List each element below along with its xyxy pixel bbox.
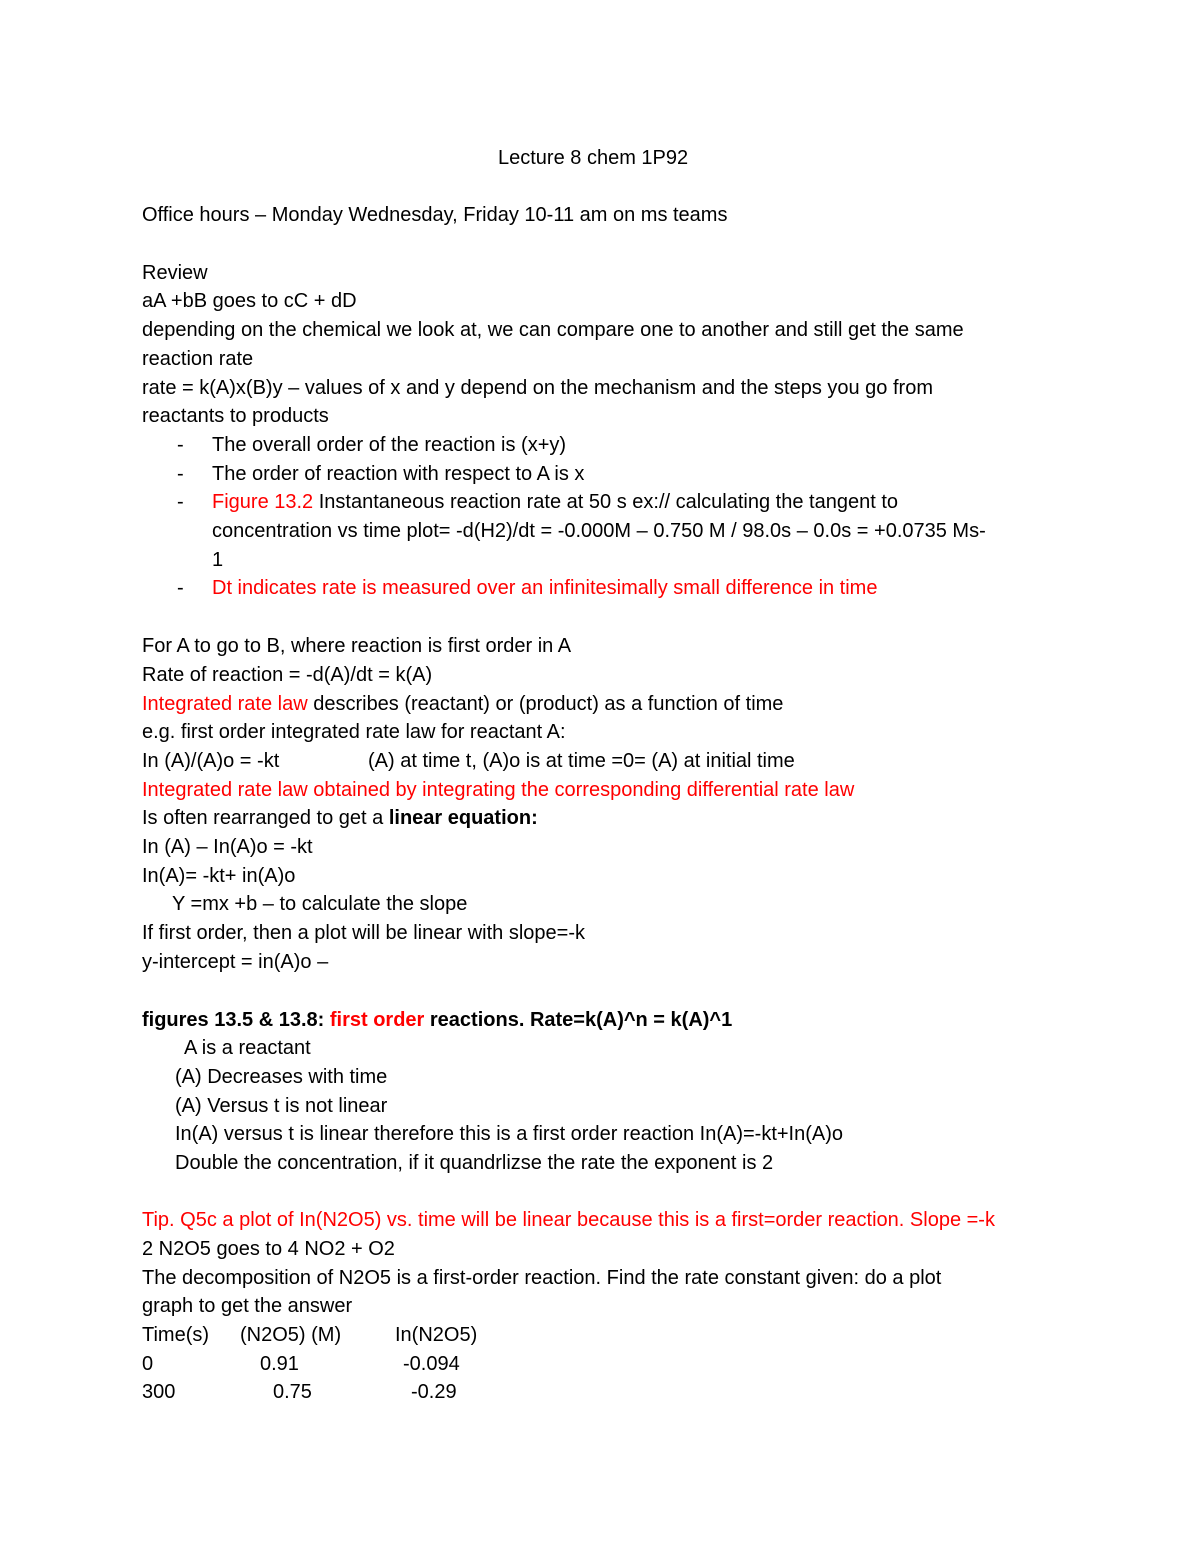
list-item: Double the concentration, if it quandrlizse the rate the exponent is 2 [175, 1152, 774, 1174]
figure-reference: Figure 13.2 [212, 491, 314, 513]
bullet-dash: - [177, 434, 184, 456]
text-line: In (A)/(A)o = -kt [142, 750, 280, 772]
text-line: e.g. first order integrated rate law for reactant A: [142, 721, 566, 743]
highlight-term: first order [329, 1009, 425, 1031]
text-line: In(A)= -kt+ in(A)o [142, 865, 296, 887]
bullet-item: The order of reaction with respect to A is x [212, 463, 585, 485]
review-para1-line1: depending on the chemical we look at, we can compare one to another and still get the same [142, 319, 964, 341]
text-segment: Find the rate constant given: do a plot [606, 1267, 942, 1289]
text-line [142, 1264, 941, 1292]
list-item: A is a reactant [184, 1037, 311, 1059]
table-header: In(N2O5) [395, 1324, 478, 1346]
table-cell: 0 [142, 1353, 154, 1375]
bullet-dash: - [177, 463, 184, 485]
bullet-item-continuation: concentration vs time plot= -d(H2)/dt = -0.000M – 0.750 M / 98.0s – 0.0s = +0.0735 Ms- [212, 520, 986, 542]
review-para1-line2: reaction rate [142, 348, 254, 370]
text-line: Rate of reaction = -d(A)/dt = k(A) [142, 664, 433, 686]
list-item: In(A) versus t is linear therefore this is a first order reaction In(A)=-kt+In(A)o [175, 1123, 844, 1145]
text-line: In (A) – In(A)o = -kt [142, 836, 313, 858]
text-line [142, 690, 783, 718]
highlight-line: Integrated rate law obtained by integrating the corresponding differential rate law [142, 779, 855, 801]
text-line: graph to get the answer [142, 1295, 353, 1317]
text-line [142, 804, 538, 832]
bold-term: linear equation: [388, 807, 538, 829]
table-cell: 300 [142, 1381, 176, 1403]
text-segment: Is often rearranged to get a [142, 807, 389, 829]
office-hours: Office hours – Monday Wednesday, Friday 10-11 am on ms teams [142, 204, 728, 226]
text-line: Y =mx +b – to calculate the slope [172, 893, 468, 915]
text-line: (A) at time t, (A)o is at time =0= (A) at initial time [368, 750, 795, 772]
review-heading: Review [142, 262, 208, 284]
tip-line: Tip. Q5c a plot of In(N2O5) vs. time will be linear because this is a first=order reaction. Slope =-k [142, 1209, 995, 1231]
text-segment: figures 13.5 & 13.8: [142, 1009, 330, 1031]
list-item: (A) Decreases with time [175, 1066, 388, 1088]
bullet-dash: - [177, 577, 184, 599]
text-line: y-intercept = in(A)o – [142, 951, 329, 973]
table-cell: -0.094 [403, 1353, 460, 1375]
list-item: (A) Versus t is not linear [175, 1095, 388, 1117]
bullet-item-text: Instantaneous reaction rate at 50 s ex:// calculating the tangent to [313, 491, 898, 513]
text-line: 2 N2O5 goes to 4 NO2 + O2 [142, 1238, 395, 1260]
figures-heading [142, 1006, 732, 1034]
text-segment: describes (reactant) or (product) as a function of time [307, 693, 784, 715]
bullet-item [212, 488, 898, 516]
review-equation: aA +bB goes to cC + dD [142, 290, 357, 312]
text-line: For A to go to B, where reaction is first order in A [142, 635, 572, 657]
page-title: Lecture 8 chem 1P92 [498, 147, 689, 169]
review-para2-line1: rate = k(A)x(B)y – values of x and y depend on the mechanism and the steps you go from [142, 377, 933, 399]
review-para2-line2: reactants to products [142, 405, 329, 427]
table-cell: 0.75 [273, 1381, 312, 1403]
highlight-term: Integrated rate law [142, 693, 308, 715]
bullet-item: The overall order of the reaction is (x+y) [212, 434, 567, 456]
bullet-dash: - [177, 491, 184, 513]
table-header: (N2O5) (M) [240, 1324, 342, 1346]
table-cell: 0.91 [260, 1353, 299, 1375]
bullet-item: Dt indicates rate is measured over an infinitesimally small difference in time [212, 577, 878, 599]
table-header: Time(s) [142, 1324, 210, 1346]
bullet-item-continuation: 1 [212, 549, 224, 571]
text-line: If first order, then a plot will be linear with slope=-k [142, 922, 585, 944]
table-cell: -0.29 [411, 1381, 457, 1403]
text-segment: reactions. Rate=k(A)^n = k(A)^1 [424, 1009, 733, 1031]
text-segment: The decomposition of N2O5 is a first-order reaction. [142, 1267, 607, 1289]
